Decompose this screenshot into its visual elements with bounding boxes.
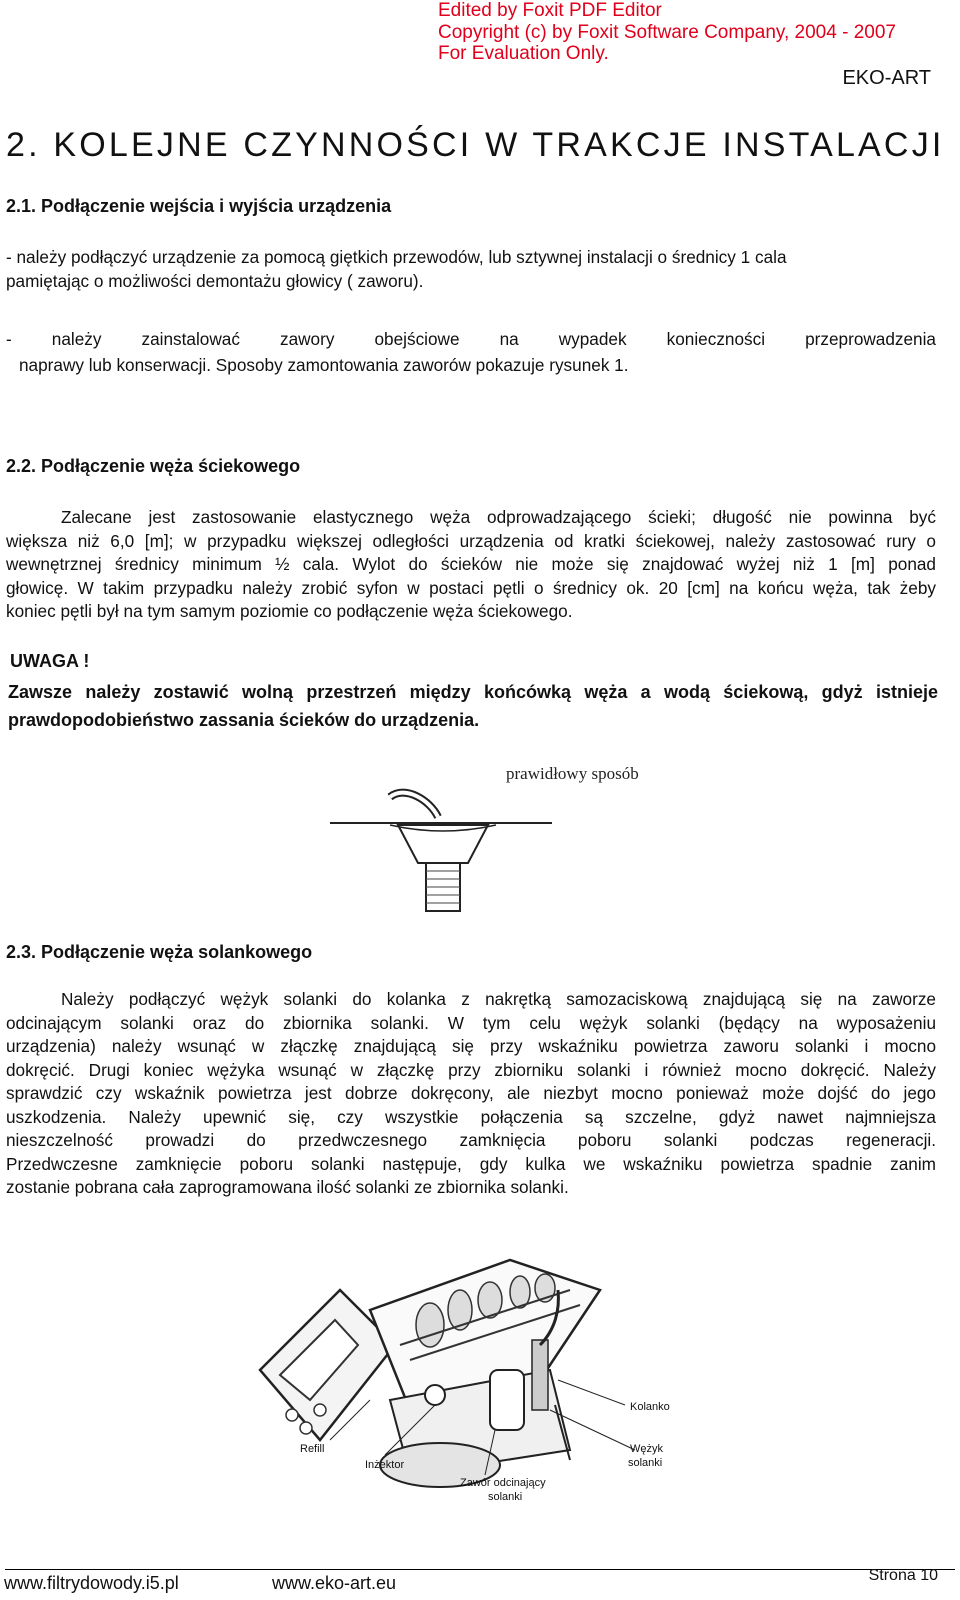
label-zawor-1: Zawór odcinający <box>460 1477 546 1489</box>
label-zawor-2: solanki <box>488 1491 523 1503</box>
warning-line-1: Zawsze należy zostawić wolną przestrzeń między końcówką węża a wodą ściekową, gdyż istnieje <box>8 682 938 702</box>
label-wezyk-2: solanki <box>628 1457 663 1469</box>
footer-link-ekoart[interactable]: www.eko-art.eu <box>272 1573 397 1593</box>
editor-watermark <box>438 0 896 65</box>
warning-line-2: prawdopodobieństwo zassania ścieków do urządzenia. <box>8 710 480 730</box>
label-injektor: Inżektor <box>365 1459 405 1471</box>
header-brand: EKO-ART <box>842 67 931 89</box>
s23-line-1: Należy podłączyć wężyk solanki do kolanka z nakrętką samozaciskową znajdującą się na zaworze <box>61 989 936 1009</box>
section-2-1-bullet-2 <box>6 326 936 378</box>
watermark-line-1: Edited by Foxit PDF Editor <box>438 0 662 21</box>
label-wezyk-1: Wężyk <box>630 1443 663 1455</box>
chapter-title: 2. KOLEJNE CZYNNOŚCI W TRAKCJE INSTALACJI <box>6 126 945 164</box>
s22-line-1: Zalecane jest zastosowanie elastycznego węża odprowadzającego ścieki; długość nie powinna być <box>61 507 936 527</box>
section-2-2-body <box>6 506 936 624</box>
s23-line-5: sprawdzić czy wskaźnik powietrza jest dobrze dokręcony, ale niezbyt mocno ponieważ może dojść do jego <box>6 1083 936 1103</box>
s23-line-6: uszkodzenia. Należy upewnić się, czy wszystkie połączenia są szczelne, gdyż nawet najmniejsza <box>6 1106 936 1127</box>
brine-elbow-icon <box>532 1340 548 1410</box>
footer-link-filtrydowody[interactable]: www.filtrydowody.i5.pl <box>4 1573 179 1593</box>
warning-text <box>8 678 938 734</box>
gear-icon <box>416 1303 444 1347</box>
s23-line-4: dokręcić. Drugi koniec wężyka wsunąć w złączkę przy zbiorniku solanki i również mocno dokręcić. Należy <box>6 1059 936 1080</box>
page-number: Strona 10 <box>868 1567 938 1584</box>
bullet-1-line-2: pamiętając o możliwości demontażu głowicy ( zaworu). <box>6 270 424 291</box>
label-kolanko: Kolanko <box>630 1401 670 1413</box>
section-2-3-body <box>6 988 936 1200</box>
control-valve-figure <box>240 1250 720 1540</box>
s23-line-8: Przedwczesne zamknięcie poboru solanki następuje, gdy kulka we wskaźniku powietrza spadnie zanim <box>6 1153 936 1174</box>
s23-line-9: zostanie pobrana cała zaprogramowana ilość solanki ze zbiornika solanki. <box>6 1177 569 1197</box>
label-refill: Refill <box>300 1443 325 1455</box>
drain-hose-figure <box>320 755 650 913</box>
bullet-1-line-1: - należy podłączyć urządzenie za pomocą giętkich przewodów, lub sztywnej instalacji o średnicy 1 cala <box>6 247 787 267</box>
s22-line-2: większa niż 6,0 [m]; w przypadku większej odległości urządzenia od kratki ściekowej, należy zastosować rury o <box>6 530 936 551</box>
section-2-1-bullet-1 <box>6 246 916 293</box>
s23-line-2: odcinającym solanki oraz do zbiornika solanki. W tym celu wężyk solanki (będący na wyposażeniu <box>6 1012 936 1033</box>
s23-line-3: urządzenia) należy wsunąć w złączkę znajdującą się przy wskaźniku powietrza zaworu solanki i mocno <box>6 1036 936 1056</box>
s22-line-4: głowicę. W takim przypadku należy zrobić syfon w postaci pętli o średnicy ok. 20 [cm] na końcu węża, tak żeby <box>6 577 936 598</box>
watermark-line-2: Copyright (c) by Foxit Software Company, 2004 - 2007 <box>438 21 896 43</box>
footer-rule <box>5 1569 955 1570</box>
watermark-line-3: For Evaluation Only. <box>438 43 609 64</box>
s23-line-7: nieszczelność prowadzi do przedwczesnego zamknięcia poboru solanki podczas regeneracji. <box>6 1130 936 1150</box>
injector-icon <box>425 1385 445 1405</box>
bullet-2-line-1: - należy zainstalować zawory obejściowe na wypadek konieczności przeprowadzenia <box>6 329 936 349</box>
bullet-2-line-2: naprawy lub konserwacji. Sposoby zamontowania zaworów pokazuje rysunek 1. <box>19 355 629 375</box>
section-2-3-title: 2.3. Podłączenie węża solankowego <box>6 942 313 962</box>
s22-line-3: wewnętrznej średnicy minimum ½ cala. Wylot do ścieków nie może się znajdować wyżej niż 1 [m] ponad <box>6 554 936 574</box>
s22-line-5: koniec pętli był na tym samym poziomie co podłączenie węża ściekowego. <box>6 601 573 621</box>
section-2-1-title: 2.1. Podłączenie wejścia i wyjścia urządzenia <box>6 196 392 216</box>
figure-caption-correct-method: prawidłowy sposób <box>506 764 639 783</box>
warning-title: UWAGA ! <box>10 651 90 671</box>
brine-valve-icon <box>490 1370 524 1430</box>
section-2-2-title: 2.2. Podłączenie węża ściekowego <box>6 456 301 476</box>
